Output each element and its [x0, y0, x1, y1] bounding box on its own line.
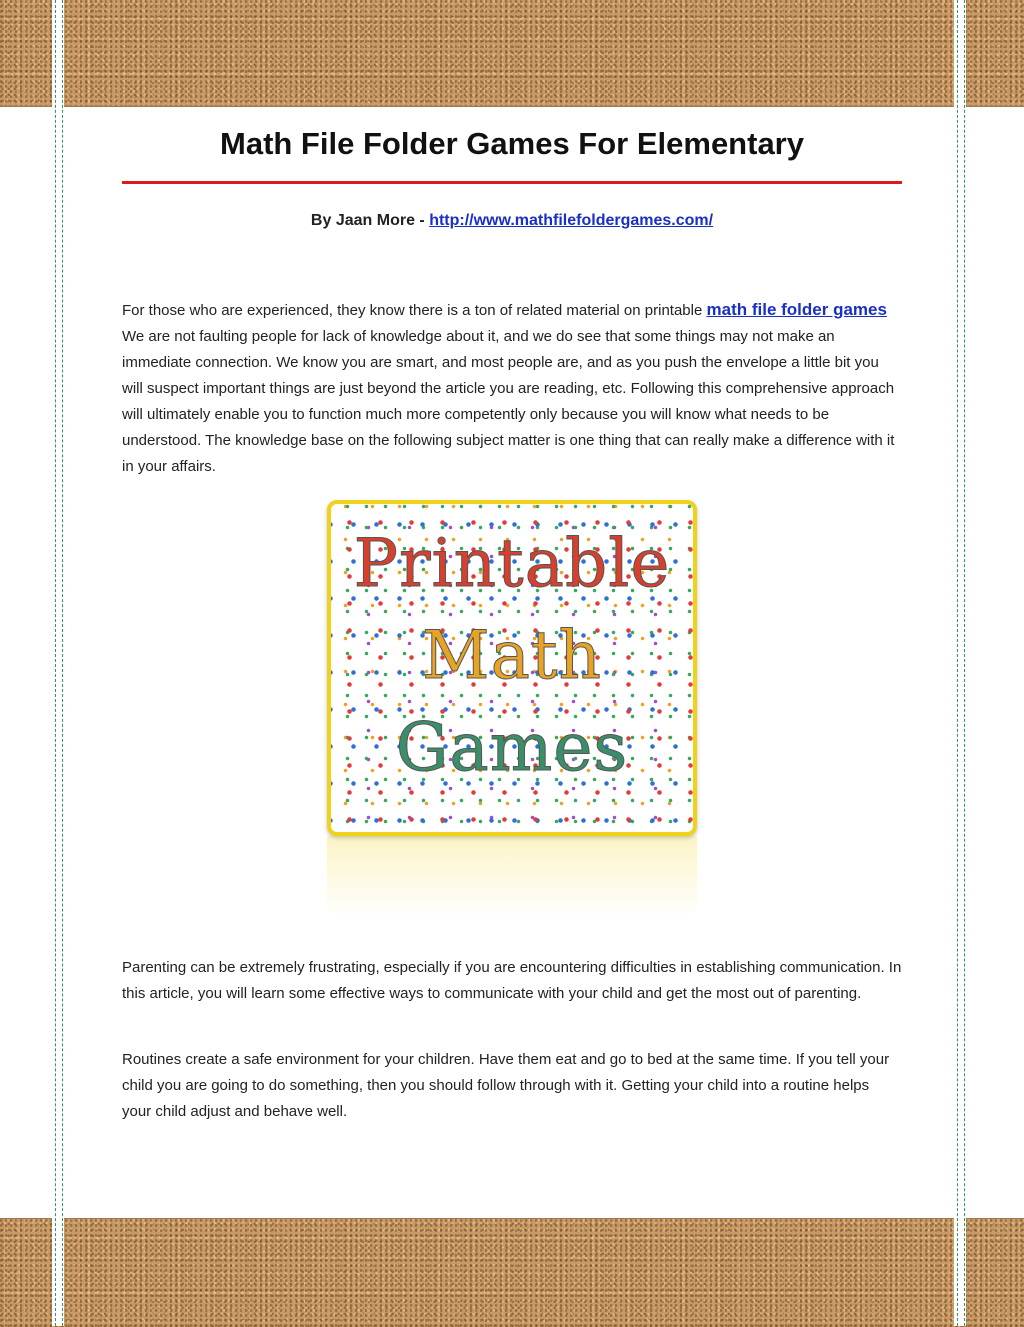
intro-text-end: We are not faulting people for lack of knowledge about it, and we do see that some things may not make an immediate connection. We know you are smart, and most people are, and as you push the envelope a little bit you will suspect important things are just beyond the article you are reading, etc. Following this comprehensive approach will ultimately enable you to function much more competently only because you will know what needs to be understood. The knowledge base on the following subject matter is one thing that can really make a difference with it in your affairs.: [122, 328, 895, 475]
promo-line-2: Math: [422, 617, 602, 694]
keyword-link[interactable]: math file folder games: [706, 300, 887, 319]
byline-author: By Jaan More -: [310, 212, 430, 229]
parenting-paragraph: Parenting can be extremely frustrating, especially if you are encountering difficulties in establishing communication. In this article, you will learn some effective ways to communicate with your child and get the most out of parenting.: [122, 959, 902, 1002]
cork-header-band: [0, 0, 1024, 107]
left-rail-dash-outer: [55, 0, 56, 1326]
routines-paragraph: Routines create a safe environment for your children. Have them eat and go to bed at the same time. If you tell your child you are going to do something, then you should follow through with it. Getting your child into a routine helps your child adjust and behave well.: [122, 1051, 890, 1120]
intro-text-start: For those who are experienced, they know there is a ton of related material on printable: [122, 302, 707, 319]
byline: [0, 212, 1024, 230]
page-title: Math File Folder Games For Elementary: [220, 126, 804, 161]
promo-image: [327, 500, 697, 836]
promo-line-3: Games: [395, 709, 629, 786]
right-rail-dash-inner: [957, 0, 958, 1326]
left-rail-dash-inner: [62, 0, 63, 1326]
promo-line-1: Printable: [353, 525, 671, 602]
title-divider: [122, 181, 902, 184]
byline-website-link[interactable]: http://www.mathfilefoldergames.com/: [429, 212, 714, 229]
cork-footer-band: [0, 1218, 1024, 1327]
right-rail-dash-outer: [964, 0, 965, 1326]
promo-image-reflection: [327, 836, 697, 916]
intro-paragraph: [122, 297, 902, 480]
